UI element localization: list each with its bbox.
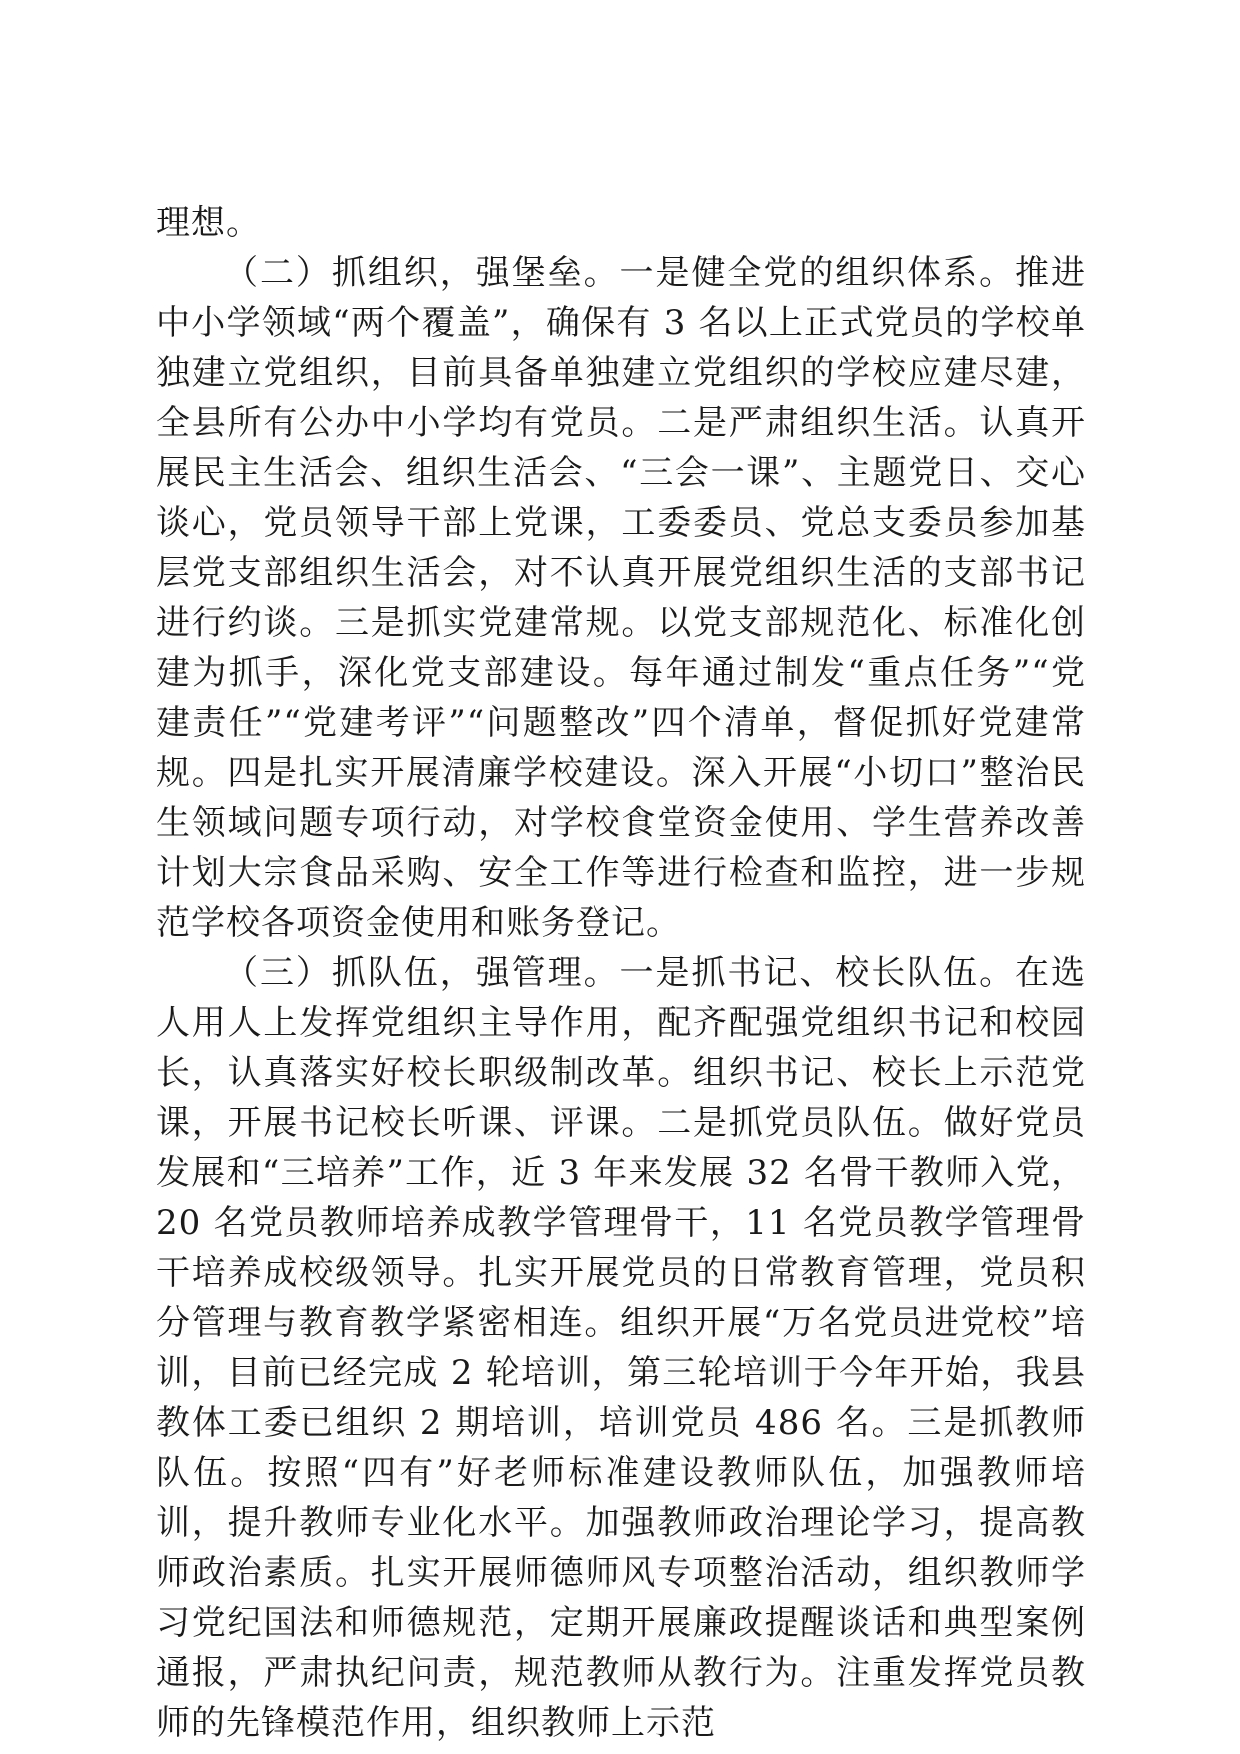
section-two-heading: （二）抓组织，强堡垒。 <box>224 253 620 293</box>
paragraph-continuation <box>156 198 1086 248</box>
document-body <box>156 198 1086 1748</box>
paragraph-text: 理想。 <box>156 203 261 243</box>
section-three-heading: （三）抓队伍，强管理。 <box>224 953 620 993</box>
section-two-body: 一是健全党的组织体系。推进中小学领域“两个覆盖”，确保有 3 名以上正式党员的学校单独建立党组织，目前具备单独建立党组织的学校应建尽建，全县所有公办中小学均有党员。二是严肃组织生活。认真开展民主生活会、组织生活会、“三会一课”、主题党日、交心谈心，党员领导干部上党课，工委委员、党总支委员参加基层党支部组织生活会，对不认真开展党组织生活的支部书记进行约谈。三是抓实党建常规。以党支部规范化、标准化创建为抓手，深化党支部建设。每年通过制发“重点任务”“党建责任”“党建考评”“问题整改”四个清单，督促抓好党建常规。四是扎实开展清廉学校建设。深入开展“小切口”整治民生领域问题专项行动，对学校食堂资金使用、学生营养改善计划大宗食品采购、安全工作等进行检查和监控，进一步规范学校各项资金使用和账务登记。 <box>156 253 1087 943</box>
section-two-paragraph <box>156 248 1086 948</box>
section-three-body: 一是抓书记、校长队伍。在选人用人上发挥党组织主导作用，配齐配强党组织书记和校园长，认真落实好校长职级制改革。组织书记、校长上示范党课，开展书记校长听课、评课。二是抓党员队伍。做好党员发展和“三培养”工作，近 3 年来发展 32 名骨干教师入党，20 名党员教师培养成教学管理骨干，11 名党员教学管理骨干培养成校级领导。扎实开展党员的日常教育管理，党员积分管理与教育教学紧密相连。组织开展“万名党员进党校”培训，目前已经完成 2 轮培训，第三轮培训于今年开始，我县教体工委已组织 2 期培训，培训党员 486 名。三是抓教师队伍。按照“四有”好老师标准建设教师队伍，加强教师培训，提升教师专业化水平。加强教师政治理论学习，提高教师政治素质。扎实开展师德师风专项整治活动，组织教师学习党纪国法和师德规范，定期开展廉政提醒谈话和典型案例通报，严肃执纪问责，规范教师从教行为。注重发挥党员教师的先锋模范作用，组织教师上示范 <box>156 953 1087 1743</box>
section-three-paragraph <box>156 948 1086 1748</box>
